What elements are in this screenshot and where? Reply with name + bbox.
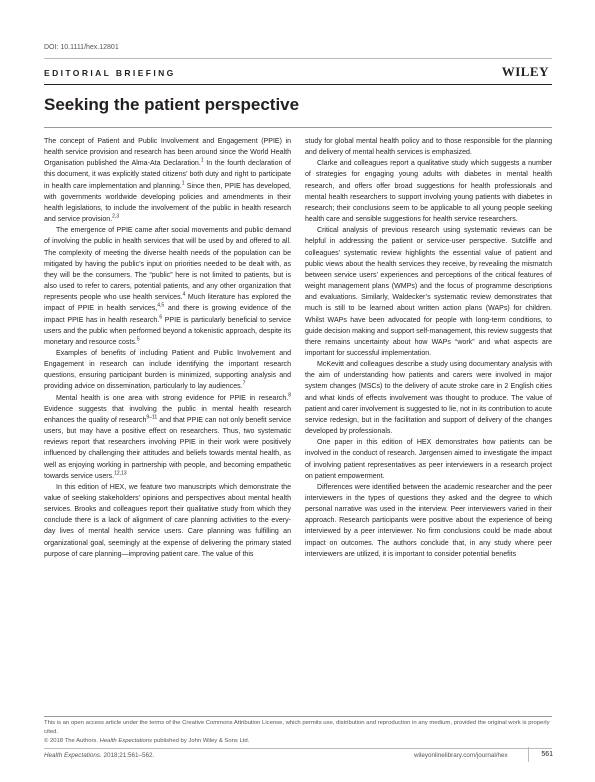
- paragraph: Examples of benefits of including Patient and Public Involvement and Engagement in research can include identifying the important research questions, ensuring participant burden is minimized, supporting analysis and providing advice on dissemination, particularly to lay audiences.$^7$: [44, 349, 291, 391]
- paragraph: One paper in this edition of HEX demonstrates how patients can be involved in the conduct of research. Jørgensen aimed to investigate the impact of involving patient representatives as peer interviewers in a research project on patient empowerment.: [305, 439, 552, 480]
- header-rule: [44, 58, 552, 59]
- paragraph: Critical analysis of previous research using systematic reviews can be helpful in addressing the patient or service-user perspective. Sutcliffe and colleagues’ systematic review highlights the essential value of patient and public views about the health services they receive, by revealing the mismatch between service users’ experiences and perceptions of the critical features of weight management plans (WMPs) and the focus of programme descriptions and evaluations. Similarly, Waldecker’s systematic review demonstrates that much is still to be learned about written action plans (WAPs) for children. Whilst WAPs have been advocated for people with long-term conditions, to guide decision making and support self-management, this review suggests that there remains uncertainty about how WAPs “work” and what aspects are important for successful implementation.: [305, 227, 552, 357]
- citation-ref[interactable]: 8: [288, 392, 291, 399]
- license-note: This is an open access article under the terms of the Creative Commons Attribution License, which permits use, distribution and reproduction in any medium, provided the original work is properly cited.: [44, 720, 550, 735]
- footer-rule: [44, 716, 552, 717]
- citation-ref[interactable]: 1: [200, 157, 204, 164]
- paragraph: The concept of Patient and Public Involvement and Engagement (PPIE) in health service provision and research has been around since the World Health Organisation published the Alma-Ata Declaration.$^1$ In the fourth declaration of this document, it was explicitly stated citizens’ both duty and right to participate in health care implementation and planning.$^1$ Since then, PPIE has developed, with governments worldwide developing policies and amendments in their health legislations, to include the involvement of the public in health research and service provision.$^{2,3}$: [44, 138, 291, 224]
- title-rule: [44, 127, 552, 128]
- paragraph: Differences were identified between the academic researcher and the peer interviewers in the types of questions they asked and the degree to which personal narrative was used in the interview. Peer interviewers varied in their approach. Research participants were positive about the experience of being interviewed by a peer interviewer. No firm conclusions could be made about impact on outcomes. The authors conclude that, in any study where peer interviewers are utilized, it is important to consider potential benefits: [305, 483, 552, 558]
- citation-ref[interactable]: 12,13: [114, 470, 127, 477]
- copyright-line: © 2018 The Authors. Health Expectations published by John Wiley & Sons Ltd.: [44, 738, 250, 744]
- citation-ref[interactable]: 4: [182, 291, 186, 298]
- paragraph: In this edition of HEX, we feature two manuscripts which demonstrate the value of seeking stakeholders’ opinions and perspectives about mental health services. Brooks and colleagues report their qualitative study from which they conclude there is a lack of alignment of care planning activities to the every-day lives of mental health service users. Care planning was fulfilling an organizational goal, seemingly at the expense of delivering the primary stated purpose of care planning—improving patient care. The value of this: [44, 483, 291, 558]
- section-rule: [44, 84, 552, 85]
- bottom-rule: [44, 748, 552, 749]
- paragraph: Clarke and colleagues report a qualitative study which suggests a number of strategies for engaging young adults with diabetes in mental health research, and offers offer broad suggestions for health professionals and mental health researchers to support involving young patients with diabetes in research; their conclusions seem to be applicable to all young people seeking health care and sensible suggestions for health service researchers.: [305, 160, 552, 224]
- citation-ref[interactable]: 6: [159, 314, 163, 321]
- journal-website-link[interactable]: wileyonlinelibrary.com/journal/hex: [414, 752, 508, 759]
- page-number: 561: [528, 747, 553, 762]
- paragraph: McKevitt and colleagues describe a study using documentary analysis with the aim of understanding how patients and carers were involved in major system changes (MSCs) to the delivery of acute stroke care in 2 English cities and what kinds of effects involvement was thought to produce. The value of patient and carer involvement is suggested to lie, not in its contribution to acute service redesign, but in the facilitation and support of delivery of the changes developed by professionals.: [305, 361, 552, 436]
- body-column-right: [305, 136, 552, 560]
- section-label: EDITORIAL BRIEFING: [44, 68, 176, 78]
- article-title: Seeking the patient perspective: [44, 95, 300, 114]
- paragraph: Mental health is one area with strong evidence for PPIE in research.$^8$ Evidence suggests that involving the public in mental health research enhances the quality of research$^{9-11}$ and that PPIE can not only benefit service users, but may have a positive effect on researchers. Thus, two systematic reviews report that researchers involving PPIE in their work were positively influenced by challenging their attitudes and beliefs towards mental health, as well as enjoying working in partnership with people, and becoming empathetic towards service users.$^{12,13}$: [44, 392, 292, 480]
- body-column-left: [44, 136, 291, 560]
- doi[interactable]: DOI: 10.1111/hex.12801: [44, 44, 119, 51]
- paragraph: study for global mental health policy and to those responsible for the planning and delivery of mental health services is emphasized.: [305, 138, 552, 157]
- citation-ref[interactable]: 5: [136, 336, 140, 343]
- citation-ref[interactable]: 1: [181, 180, 185, 187]
- journal-citation: Health Expectations. 2018;21:561–562.: [44, 752, 155, 759]
- citation-ref[interactable]: 9–11: [146, 414, 158, 421]
- citation-ref[interactable]: 7: [242, 381, 246, 388]
- citation-ref[interactable]: 2,3: [112, 213, 120, 220]
- publisher-logo: WILEY: [501, 64, 549, 79]
- citation-ref[interactable]: 4,5: [157, 303, 165, 309]
- paragraph: The emergence of PPIE came after social movements and public demand of involving the public in health services that will be used by and offered to all. The complexity of meeting the diverse health needs of the population can be mitigated by having the public’s input on priorities needed to be dealt with, as they will be the consumers. The “public” here is not limited to patients, but is also used to refer to carers, potential patients, and any other organization that represents people who use health services.$^4$ Much literature has explored the impact of PPIE in health services,$^{4,5}$ and there is growing evidence of the impact PPIE has in health research.$^6$ PPIE is particularly beneficial to service users and the public when performed beyond a tokenistic approach, despite its monetary and resource costs.$^5$: [44, 227, 291, 346]
